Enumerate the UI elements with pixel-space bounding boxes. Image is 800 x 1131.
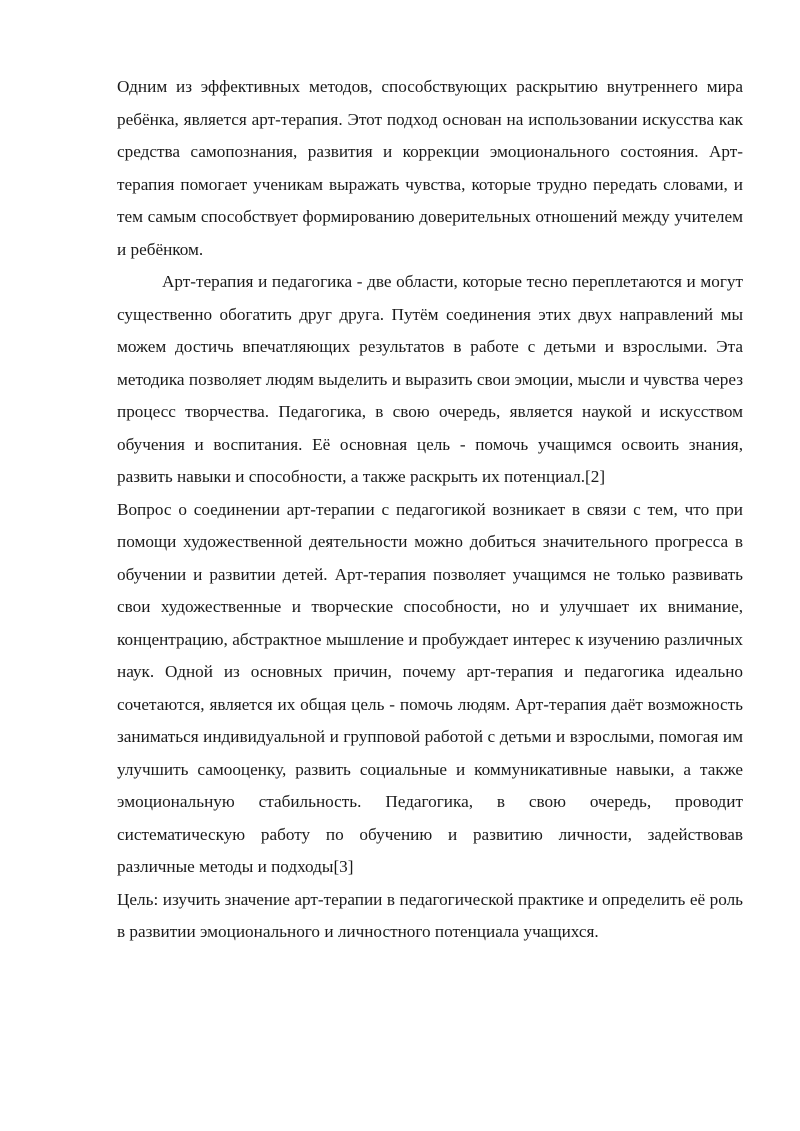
paragraph-goal <box>117 884 743 949</box>
paragraph-text: Арт-терапия и педагогика - две области, которые тесно переплетаются и могут существенно обогатить друг друга. Путём соединения этих двух направлений мы можем достичь впечатляющих результатов в работе с детьми и взрослыми. Эта методика позволяет людям выделить и выразить свои эмоции, мысли и чувства через процесс творчества. Педагогика, в свою очередь, является наукой и искусством обучения и воспитания. Её основная цель - помочь учащимся освоить знания, развить навыки и способности, а также раскрыть их потенциал. <box>117 272 743 486</box>
paragraph-connection-question <box>117 494 743 884</box>
paragraph-art-therapy-pedagogy <box>117 266 743 494</box>
citation-reference: [3] <box>333 857 354 876</box>
paragraph-text: Цель: изучить значение арт-терапии в педагогической практике и определить её роль в развитии эмоционального и личностного потенциала учащихся. <box>117 889 743 941</box>
paragraph-text: Одним из эффективных методов, способствующих раскрытию внутреннего мира ребёнка, является арт-терапия. Этот подход основан на использовании искусства как средства самопознания, развития и коррекции эмоционального состояния. Арт-терапия помогает ученикам выражать чувства, которые трудно передать словами, и тем самым способствует формированию доверительных отношений между учителем и ребёнком. <box>117 77 743 259</box>
citation-reference: [2] <box>585 467 606 486</box>
paragraph-intro <box>117 71 743 266</box>
paragraph-text: Вопрос о соединении арт-терапии с педагогикой возникает в связи с тем, что при помощи художественной деятельности можно добиться значительного прогресса в обучении и развитии детей. Арт-терапия позволяет учащимся не только развивать свои художественные и творческие способности, но и улучшает их внимание, концентрацию, абстрактное мышление и пробуждает интерес к изучению различных наук. Одной из основных причин, почему арт-терапия и педагогика идеально сочетаются, является их общая цель - помочь людям. Арт-терапия даёт возможность заниматься индивидуальной и групповой работой с детьми и взрослыми, помогая им улучшить самооценку, развить социальные и коммуникативные навыки, а также эмоциональную стабильность. Педагогика, в свою очередь, проводит систематическую работу по обучению и развитию личности, задействовав различные методы и подходы <box>117 499 743 876</box>
document-page <box>117 71 743 949</box>
